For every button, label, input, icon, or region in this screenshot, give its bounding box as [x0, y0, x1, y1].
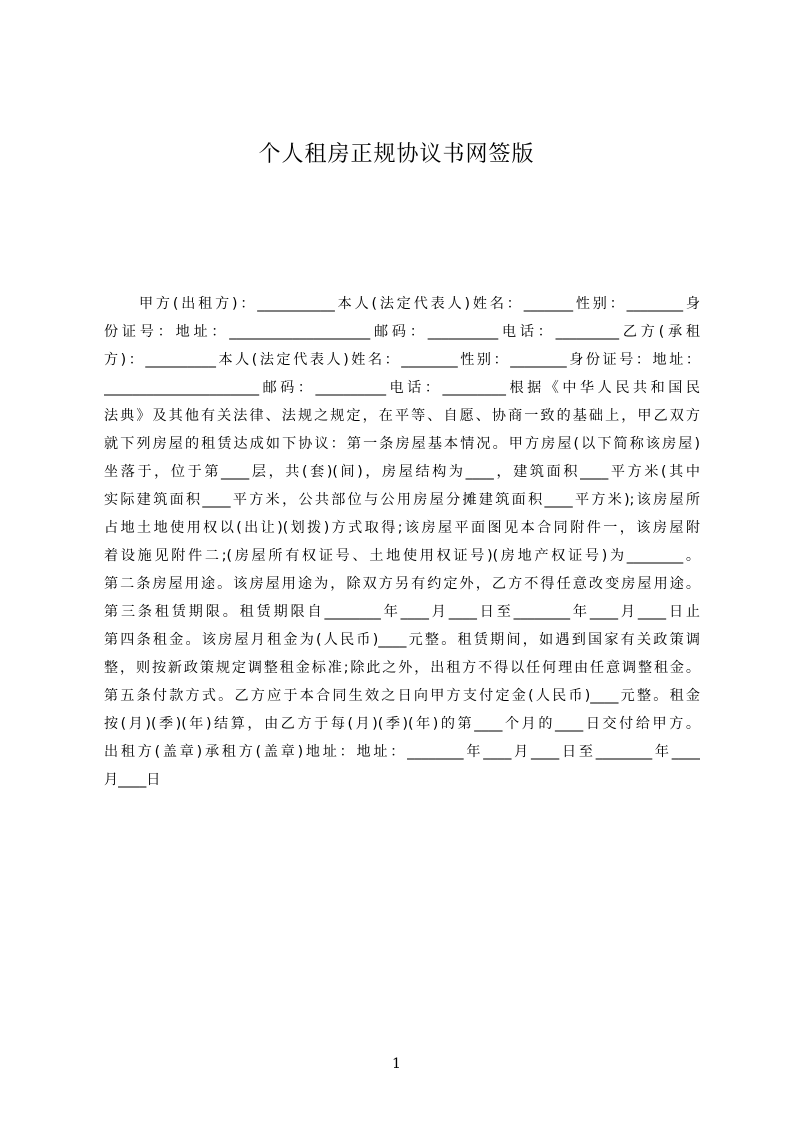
body-line: 方)：__________本人(法定代表人)姓名：________性别：________身份证号：地址： — [104, 352, 700, 368]
body-line: 第四条租金。该房屋月租金为(人民币)____元整。租赁期间，如遇到国家有关政策调 — [104, 632, 700, 648]
page-number: 1 — [392, 1056, 401, 1072]
body-line: 整，则按新政策规定调整租金标准;除此之外，出租方不得以任何理由任意调整租金。 — [104, 660, 700, 676]
body-line: 着设施见附件二;(房屋所有权证号、土地使用权证号)(房地产权证号)为________。 — [104, 548, 700, 564]
body-line: 坐落于，位于第____层，共(套)(间)，房屋结构为____，建筑面积____平方米(其中 — [104, 464, 700, 480]
document-title: 个人租房正规协议书网签版 — [258, 142, 535, 167]
body-line: 第二条房屋用途。该房屋用途为，除双方另有约定外，乙方不得任意改变房屋用途。 — [104, 576, 700, 592]
body-line: 月____日 — [104, 772, 161, 788]
body-line: 法典》及其他有关法律、法规之规定，在平等、自愿、协商一致的基础上，甲乙双方 — [104, 408, 700, 424]
body-line: 第三条租赁期限。租赁期限自________年____月____日至________年____月____日止 — [104, 604, 700, 620]
body-line: 第五条付款方式。乙方应于本合同生效之日向甲方支付定金(人民币)____元整。租金 — [104, 688, 700, 704]
body-line: 就下列房屋的租赁达成如下协议：第一条房屋基本情况。甲方房屋(以下简称该房屋) — [104, 436, 700, 452]
body-line: 按(月)(季)(年)结算，由乙方于每(月)(季)(年)的第____个月的____日交付给甲方。 — [104, 716, 700, 732]
body-line: 占地土地使用权以(出让)(划拨)方式取得;该房屋平面图见本合同附件一，该房屋附 — [104, 520, 700, 536]
body-line: 甲方(出租方)：___________本人(法定代表人)姓名：_______性别：________身 — [139, 296, 700, 312]
agreement-body — [104, 290, 700, 794]
body-line: 出租方(盖章)承租方(盖章)地址：地址：________年____月____日至________年____ — [104, 744, 700, 760]
body-line: 实际建筑面积____平方米，公共部位与公用房屋分摊建筑面积____平方米);该房屋所 — [104, 492, 700, 508]
body-line: ______________________邮码：__________电话：_________根据《中华人民共和国民 — [104, 380, 700, 396]
body-line: 份证号：地址：____________________邮码：__________电话：_________乙方(承租 — [104, 324, 700, 340]
